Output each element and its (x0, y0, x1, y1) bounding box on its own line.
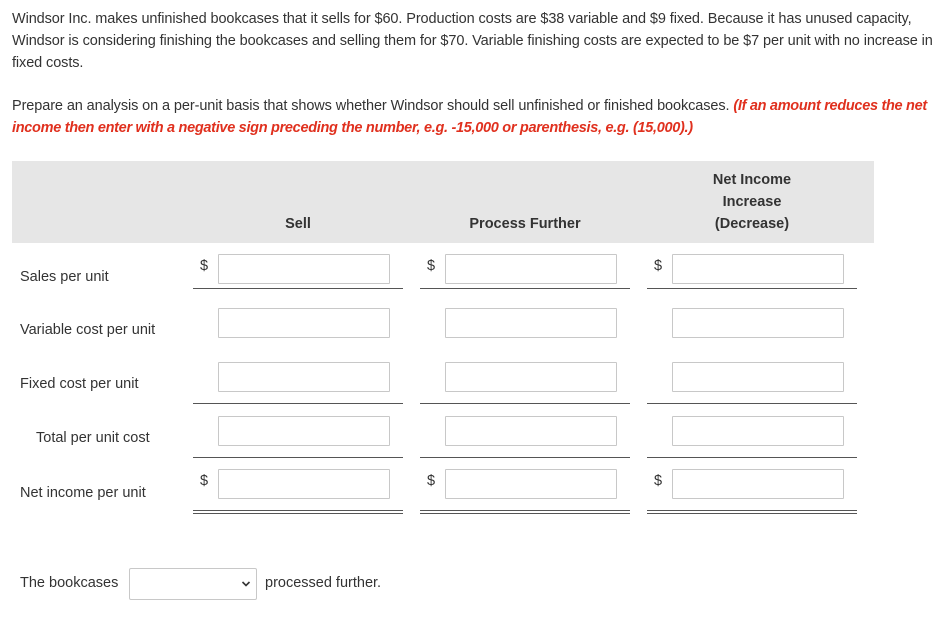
column-header-process-further: Process Further (469, 216, 581, 232)
row-label-fixed-cost: Fixed cost per unit (20, 376, 139, 392)
column-header-net-income-line3: (Decrease) (714, 216, 790, 232)
variable-cost-net-income-input[interactable] (672, 308, 844, 338)
problem-statement: Windsor Inc. makes unfinished bookcases that it sells for $60. Production costs are $38 variable and $9 fixed. Because it has unused capacity, Windsor is considering finishing the bookcases and selling them for $70. Variable finishing costs are expected to be $7 per unit with no increase in fixed costs. (12, 11, 933, 71)
conclusion-select[interactable] (129, 568, 257, 600)
chevron-down-icon (241, 579, 251, 589)
fixed-cost-net-income-input[interactable] (672, 362, 844, 392)
column-header-net-income-line1: Net Income (712, 172, 792, 188)
row-label-variable-cost: Variable cost per unit (20, 322, 156, 338)
sales-process-further-input[interactable] (445, 254, 617, 284)
cell-double-underline (193, 510, 403, 514)
cell-double-underline (647, 510, 857, 514)
net-income-net-income-input[interactable] (672, 469, 844, 499)
variable-cost-sell-input[interactable] (218, 308, 390, 338)
row-label-sales: Sales per unit (20, 269, 109, 285)
instruction-text (12, 95, 934, 139)
cell-underline (420, 288, 630, 289)
net-income-sell-input[interactable] (218, 469, 390, 499)
net-income-process-further-input[interactable] (445, 469, 617, 499)
column-header-sell: Sell (285, 216, 311, 232)
currency-symbol: $ (427, 258, 436, 274)
cell-double-underline (420, 510, 630, 514)
variable-cost-process-further-input[interactable] (445, 308, 617, 338)
column-header-net-income-line2: Increase (722, 194, 782, 210)
cell-underline (193, 403, 403, 404)
currency-symbol: $ (200, 473, 209, 489)
row-label-net-income: Net income per unit (20, 485, 146, 501)
column-header-net-income (647, 169, 857, 235)
currency-symbol: $ (654, 473, 663, 489)
cell-underline (420, 457, 630, 458)
cell-underline (647, 457, 857, 458)
currency-symbol: $ (200, 258, 209, 274)
total-cost-process-further-input[interactable] (445, 416, 617, 446)
cell-underline (647, 288, 857, 289)
instruction-main: Prepare an analysis on a per-unit basis that shows whether Windsor should sell unfinished or finished bookcases. (12, 98, 734, 114)
sales-sell-input[interactable] (218, 254, 390, 284)
instruction-note: (If an amount reduces the net income then enter with a negative sign preceding the number, e.g. -15,000 or parenthesis, e.g. (15,000).) (12, 98, 927, 136)
fixed-cost-process-further-input[interactable] (445, 362, 617, 392)
cell-underline (647, 403, 857, 404)
total-cost-net-income-input[interactable] (672, 416, 844, 446)
total-cost-sell-input[interactable] (218, 416, 390, 446)
cell-underline (193, 288, 403, 289)
currency-symbol: $ (654, 258, 663, 274)
conclusion-suffix: processed further. (265, 575, 382, 591)
currency-symbol: $ (427, 473, 436, 489)
row-label-total-cost: Total per unit cost (36, 430, 150, 446)
fixed-cost-sell-input[interactable] (218, 362, 390, 392)
cell-underline (193, 457, 403, 458)
conclusion-prefix: The bookcases (20, 575, 119, 591)
cell-underline (420, 403, 630, 404)
sales-net-income-input[interactable] (672, 254, 844, 284)
